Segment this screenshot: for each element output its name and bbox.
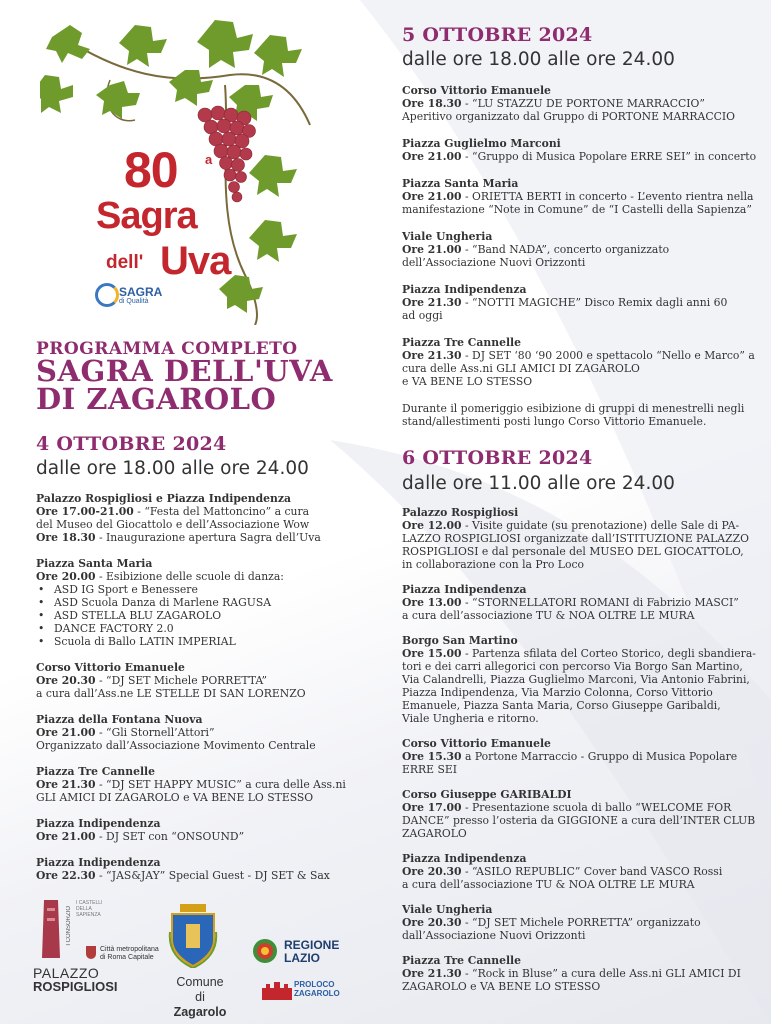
event-place: Palazzo Rospigliosi e Piazza Indipendenza [36,492,292,505]
event-block [36,661,356,700]
event-block [402,583,767,622]
comune-label: Comune di Zagarolo [173,975,227,1019]
day2-date: 5 OTTOBRE 2024 [402,24,593,46]
logo-number: 80 [124,142,178,198]
event-time: Ore 21.00 [402,243,462,256]
event-line: ZAGAROLO [402,827,467,840]
event-place: Piazza Indipendenza [36,856,161,869]
event-block [402,954,767,993]
event-line: Ore 18.30 - Inaugurazione apertura Sagra dell’Uva [36,531,321,544]
event-time: Ore 20.30 [402,865,462,878]
regione-emblem-icon [252,938,278,964]
event-line: GLI AMICI DI ZAGAROLO e VA BENE LO STESSO [36,791,314,804]
event-time: Ore 20.30 [402,916,462,929]
day3-events [402,506,767,993]
event-line: ad oggi [402,309,443,322]
event-line: Ore 20.30 - “DJ SET Michele PORRETTA” organizzato [402,916,701,929]
event-time: Ore 21.30 [402,967,462,980]
event-block [402,634,767,725]
event-line: Ore 21.00 - “Band NADA”, concerto organizzato [402,243,670,256]
event-line: dell’Associazione Nuovi Orizzonti [402,256,586,269]
event-line: Ore 21.00 - DJ SET con “ONSOUND” [36,830,245,843]
event-line: in collaborazione con la Pro Loco [402,558,584,571]
event-place: Corso Giuseppe GARIBALDI [402,788,572,801]
event-line: LAZZO ROSPIGLIOSI organizzate dall’ISTITUZIONE PALAZZO [402,532,749,545]
event-place: Piazza Tre Cannelle [36,765,156,778]
event-place: Viale Ungheria [402,230,493,243]
castle-icon [262,980,292,1000]
palazzo-rospigliosi-logo: PALAZZO ROSPIGLIOSI [33,965,118,994]
event-bullet-list [36,583,356,648]
event-line: Durante il pomeriggio esibizione di gruppi di menestrelli negli [402,402,745,415]
event-line: Aperitivo organizzato dal Gruppo di PORTONE MARRACCIO [402,110,735,123]
sagra-di-qualita-badge: SAGRA di Qualità [95,283,175,311]
event-line: Ore 22.30 - “JAS&JAY” Special Guest - DJ SET & Sax [36,869,330,882]
event-time: Ore 13.00 [402,596,462,609]
event-line: stand/allestimenti posti lungo Corso Vittorio Emanuele. [402,415,707,428]
event-line: Organizzato dall’Associazione Movimento Centrale [36,739,316,752]
event-block [402,737,767,776]
program-title-line1: SAGRA DELL'UVA [36,354,333,388]
event-place: Corso Vittorio Emanuele [402,737,551,750]
event-line: Ore 21.00 - ORIETTA BERTI in concerto - L’evento rientra nella [402,190,754,203]
event-line: Ore 21.00 - “Gruppo di Musica Popolare ERRE SEI” in concerto [402,150,757,163]
consorzio-logo: I CONSORZIO I CASTELLI DELLA SAPIENZA [36,898,72,960]
event-block [402,177,767,216]
event-line: Ore 15.00 - Partenza sfilata del Corteo Storico, degli sbandiera- [402,647,756,660]
event-time: Ore 21.30 [402,349,462,362]
program-subtitle: PROGRAMMA COMPLETO [36,339,298,359]
event-block [36,557,356,648]
event-time: Ore 15.00 [402,647,462,660]
event-time: Ore 21.30 [402,296,462,309]
event-time: Ore 21.00 [36,830,96,843]
event-line: cura delle Ass.ni GLI AMICI DI ZAGAROLO [402,362,640,375]
event-block [402,903,767,942]
event-block [36,817,356,843]
event-line: Ore 21.30 - “Rock in Bluse” a cura delle Ass.ni GLI AMICI DI [402,967,741,980]
event-line: Via Calandrelli, Piazza Guglielmo Marconi, Via Antonio Fabrini, [402,673,750,686]
event-line: Ore 15.30 a Portone Marraccio - Gruppo di Musica Popolare [402,750,738,763]
event-place: Piazza Tre Cannelle [402,336,522,349]
day1-date: 4 OTTOBRE 2024 [36,433,227,455]
event-line: Ore 17.00 - Presentazione scuola di ballo “WELCOME FOR [402,801,732,814]
event-place: Piazza Indipendenza [36,817,161,830]
proloco-zagarolo-logo: PROLOCO ZAGAROLO [262,980,292,1005]
program-title-line2: DI ZAGAROLO [36,382,277,416]
logo-word-dell: dell' [106,252,144,273]
list-item: • DANCE FACTORY 2.0 [36,622,356,635]
poster: 80 a Sagra dell' Uva SAGRA di Qualità PROGRAMMA COMPLETO SAGRA DELL'UVA DI ZAGAROLO 4 OTTOBRE 2024 dalle ore 18.00 alle ore 24.00 Palazzo Rospigliosi e Piazza Indipendenza Ore 17.00-21.00 - “Festa del Mattoncino” a cura del Museo del Giocattolo e dell’Associazione Wow Ore 18.30 - Inaugurazione apertura Sagra dell’Uva Piazza Santa Maria Ore 20.00 - Esibizione delle scuole di danza: • ASD IG Sport e Benessere • ASD Scuola Danza di Marlene RAGUSA • ASD STELLA BLU ZAGAROLO • DANCE FACTORY 2.0 • Scuola di Ballo LATIN IMPERIAL Corso Vittorio Emanuele Ore 20.30 - “DJ SET Michele PORRETTA” a cura dall’Ass.ne LE STELLE DI SAN LORENZO Piazza della Fontana Nuova Ore 21.00 - “Gli Stornell’Attori” Organizzato dall’Associazione Movimento Centrale Piazza Tre Cannelle Ore 21.30 - “DJ SET HAPPY MUSIC” a cura delle Ass.ni GLI AMICI DI ZAGAROLO e VA BENE LO STESSO Piazza Indipendenza Ore 21.00 - DJ SET con “ONSOUND” Piazza Indipendenza Ore 22.30 - “JAS&JAY” Special Guest - DJ SET & Sax 5 OTTOBRE 2024 dalle ore 18.00 alle ore 24.00 Corso Vittorio Emanuele Ore 18.30 - “LU STAZZU DE PORTONE MARRACCIO” Aperitivo organizzato dal Gruppo di PORTONE MARRACCIO Piazza Guglielmo Marconi Ore 21.00 - “Gruppo di Musica Popolare ERRE SEI” in concerto Piazza Santa Maria Ore 21.00 - ORIETTA BERTI in concerto - L’evento rientra nella manifestazione “Note in Comune” de “I Castelli della Sapienza” Viale Ungheria Ore 21.00 - “Band NADA”, concerto organizzato dell’Associazione Nuovi Orizzonti Piazza Indipendenza Ore 21.30 - “NOTTI MAGICHE” Disco Remix dagli anni 60 ad oggi Piazza Tre Cannelle Ore 21.30 - DJ SET ‘80 ‘90 2000 e spettacolo “Nello e Marco” a cura delle Ass.ni GLI AMICI DI ZAGAROLO e VA BENE LO STESSO Durante il pomeriggio esibizione di gruppi di menestrelli negli stand/allestimenti posti lungo Corso Vittorio Emanuele. 6 OTTOBRE 2024 dalle ore 11.00 alle ore 24.00 Palazzo Rospigliosi Ore 12.00 - Visite guidate (su prenotazione) delle Sale di PA- LAZZO ROSPIGLIOSI organizzate dall’ISTITUZIONE PALAZZO ROSPIGLIOSI e dal personale del MUSEO DEL GIOCATTOLO, in collaborazione con la Pro Loco Piazza Indipendenza Ore 13.00 - “STORNELLATORI ROMANI di Fabrizio MASCI” a cura dell’associazione TU & NOA OLTRE LE MURA Borgo San Martino Ore 15.00 - Partenza sfilata del Corteo Storico, degli sbandiera- tori e dei carri allegorici con percorso Via Borgo San Martino, Via Calandrelli, Piazza Guglielmo Marconi, Via Antonio Fabrini, Piazza Indipendenza, Via Marzio Colonna, Corso Vittorio Emanuele, Piazza Santa Maria, Corso Giuseppe Garibaldi, Viale Ungheria e ritorno. Corso Vittorio Emanuele Ore 15.30 a Portone Marraccio - Gruppo di Musica Popolare ERRE SEI Corso Giuseppe GARIBALDI Ore 17.00 - Presentazione scuola di ballo “WELCOME FOR DANCE” presso l’osteria da GIGGIONE a cura dell’INTER CLUB ZAGAROLO Piazza Indipendenza Ore 20.30 - “ASILO REPUBLIC” Cover band VASCO Rossi a cura dell’associazione TU & NOA OLTRE LE MURA Viale Ungheria Ore 20.30 - “DJ SET Michele PORRETTA” organizzato dall’Associazione Nuovi Orizzonti Piazza Tre Cannelle Ore 21.30 - “Rock in Bluse” a cura delle Ass.ni GLI AMICI DI ZAGAROLO e VA BENE LO STESSO I CONSORZIO I CASTELLI DELLA SAPIENZA Città metropolitana di Roma Capitale PALAZZO ROSPIGLIOSI Comune di Zagarolo REGIONE LAZIO PROLOCO ZAGAROLO [0,0,771,1024]
event-time: Ore 18.30 [402,97,462,110]
event-line: a cura dell’associazione TU & NOA OLTRE LE MURA [402,609,695,622]
list-item: • ASD Scuola Danza di Marlene RAGUSA [36,596,356,609]
logo-word-sagra: Sagra [96,195,197,237]
event-block [402,402,767,428]
sagra-logo [40,15,330,325]
event-block [402,137,767,163]
day1-time: dalle ore 18.00 alle ore 24.00 [36,458,309,479]
event-place: Palazzo Rospigliosi [402,506,519,519]
event-block [402,230,767,269]
event-line: Ore 13.00 - “STORNELLATORI ROMANI di Fabrizio MASCI” [402,596,739,609]
event-time: Ore 21.30 [36,778,96,791]
event-block [402,336,767,388]
event-line: del Museo del Giocattolo e dell’Associazione Wow [36,518,310,531]
event-time: Ore 15.30 [402,750,462,763]
event-line: Ore 17.00-21.00 - “Festa del Mattoncino” a cura [36,505,310,518]
event-block [402,506,767,571]
event-block [36,492,356,544]
event-place: Piazza Santa Maria [36,557,153,570]
event-time: Ore 21.00 [402,150,462,163]
logo-word-uva: Uva [160,239,231,283]
event-line: DANCE” presso l’osteria da GIGGIONE a cura dell’INTER CLUB [402,814,756,827]
event-place: Corso Vittorio Emanuele [402,84,551,97]
event-place: Piazza Indipendenza [402,583,527,596]
tower-icon [36,898,66,960]
event-place: Viale Ungheria [402,903,493,916]
event-line: Ore 20.30 - “ASILO REPUBLIC” Cover band VASCO Rossi [402,865,723,878]
event-place: Piazza Indipendenza [402,852,527,865]
regione-lazio-logo: REGIONE LAZIO [252,938,278,969]
event-line: a cura dall’Ass.ne LE STELLE DI SAN LORENZO [36,687,306,700]
event-line: Ore 21.30 - DJ SET ‘80 ‘90 2000 e spettacolo “Nello e Marco” a [402,349,755,362]
event-line: a cura dell’associazione TU & NOA OLTRE LE MURA [402,878,695,891]
list-item: • Scuola di Ballo LATIN IMPERIAL [36,635,356,648]
event-time: Ore 20.30 [36,674,96,687]
event-block [36,856,356,882]
event-place: Corso Vittorio Emanuele [36,661,185,674]
event-line: Ore 20.00 - Esibizione delle scuole di danza: [36,570,284,583]
event-line: Ore 18.30 - “LU STAZZU DE PORTONE MARRACCIO” [402,97,705,110]
quality-badge-icon [95,283,119,307]
event-line: ZAGAROLO e VA BENE LO STESSO [402,980,601,993]
day2-time: dalle ore 18.00 alle ore 24.00 [402,49,675,70]
event-line: Ore 21.00 - “Gli Stornell’Attori” [36,726,215,739]
shield-icon [86,946,96,959]
event-place: Piazza Guglielmo Marconi [402,137,561,150]
event-line: Ore 21.30 - “NOTTI MAGICHE” Disco Remix dagli anni 60 [402,296,728,309]
event-time: Ore 20.00 [36,570,96,583]
event-place: Piazza della Fontana Nuova [36,713,203,726]
event-place: Piazza Santa Maria [402,177,519,190]
event-line: Ore 20.30 - “DJ SET Michele PORRETTA” [36,674,268,687]
event-line: dall’Associazione Nuovi Orizzonti [402,929,586,942]
comune-zagarolo-logo [166,902,220,973]
event-line: tori e dei carri allegorici con percorso Via Borgo San Martino, [402,660,743,673]
event-block [402,84,767,123]
event-block [402,283,767,322]
event-line: ERRE SEI [402,763,457,776]
event-line: Ore 21.30 - “DJ SET HAPPY MUSIC” a cura delle Ass.ni [36,778,346,791]
list-item: • ASD STELLA BLU ZAGAROLO [36,609,356,622]
event-block [36,713,356,752]
day3-date: 6 OTTOBRE 2024 [402,447,593,469]
event-line: e VA BENE LO STESSO [402,375,533,388]
event-place: Piazza Tre Cannelle [402,954,522,967]
coat-of-arms-icon [166,902,220,968]
logo-superscript: a [205,152,213,167]
event-place: Piazza Indipendenza [402,283,527,296]
event-line: Emanuele, Piazza Santa Maria, Corso Giuseppe Garibaldi, [402,699,721,712]
event-block [36,765,356,804]
event-block [402,852,767,891]
event-line: Ore 12.00 - Visite guidate (su prenotazione) delle Sale di PA- [402,519,740,532]
event-time: Ore 18.30 [36,531,96,544]
event-time: Ore 17.00-21.00 [36,505,134,518]
event-time: Ore 17.00 [402,801,462,814]
event-time: Ore 12.00 [402,519,462,532]
list-item: • ASD IG Sport e Benessere [36,583,356,596]
event-time: Ore 21.00 [402,190,462,203]
day2-events [402,84,767,428]
day3-time: dalle ore 11.00 alle ore 24.00 [402,473,675,494]
event-block [402,788,767,840]
event-line: Viale Ungheria e ritorno. [402,712,539,725]
day1-events [36,492,356,882]
event-time: Ore 21.00 [36,726,96,739]
event-time: Ore 22.30 [36,869,96,882]
event-line: Piazza Indipendenza, Via Marzio Colonna, Corso Vittorio [402,686,713,699]
event-line: ROSPIGLIOSI e dal personale del MUSEO DEL GIOCATTOLO, [402,545,744,558]
event-place: Borgo San Martino [402,634,518,647]
event-line: manifestazione “Note in Comune” de “I Castelli della Sapienza” [402,203,752,216]
